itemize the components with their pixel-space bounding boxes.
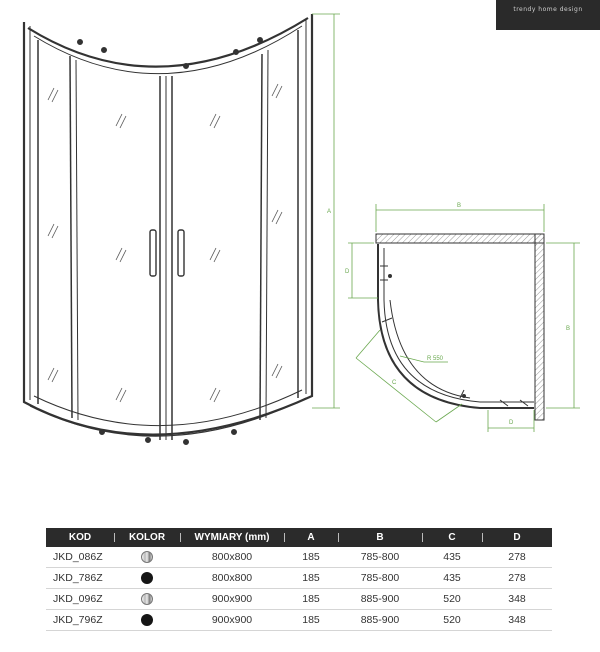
black-color-swatch-icon [141,614,153,626]
enclosure-curve [378,244,534,408]
cell-d: 278 [482,547,552,568]
cell-c: 520 [422,610,482,631]
cell-c: 435 [422,568,482,589]
black-color-swatch-icon [141,572,153,584]
cabin-outer-frame [24,14,312,435]
cell-b: 885-900 [338,589,422,610]
right-door-handle [178,230,184,276]
cell-a: 185 [284,610,338,631]
cell-kolor [114,610,180,631]
cell-d: 348 [482,589,552,610]
table-row [46,589,552,610]
wall-top [376,234,544,243]
cabin-plan-view [348,204,580,432]
cell-wymiary: 900x900 [180,610,284,631]
dimension-b-top-label: B [457,203,462,209]
radius-label: R 550 [427,356,444,362]
dimension-c-label: C [392,380,397,386]
header-kolor: KOLOR [114,528,180,547]
cell-kolor [114,547,180,568]
table-row [46,568,552,589]
dimension-d-side-label: D [345,269,350,275]
dimension-d-bottom-label: D [509,420,514,426]
spec-table-header-row [46,528,552,547]
dimension-b-side-label: B [566,326,571,332]
cell-kod: JKD_796Z [46,610,114,631]
cell-d: 348 [482,610,552,631]
wall-right [535,234,544,420]
header-kod: KOD [46,528,114,547]
cell-a: 185 [284,568,338,589]
cell-b: 885-900 [338,610,422,631]
cell-a: 185 [284,547,338,568]
cell-c: 520 [422,589,482,610]
cell-wymiary: 800x800 [180,568,284,589]
chrome-color-swatch-icon [141,593,153,605]
dimension-a [312,14,340,408]
brand-tagline: trendy home design [513,6,583,13]
cell-b: 785-800 [338,547,422,568]
spec-table [46,528,552,631]
left-door-handle [150,230,156,276]
cell-c: 435 [422,547,482,568]
cell-a: 185 [284,589,338,610]
cell-d: 278 [482,568,552,589]
table-row [46,547,552,568]
glass-reflection-marks [48,84,282,402]
cell-kolor [114,568,180,589]
cell-wymiary: 900x900 [180,589,284,610]
header-a: A [284,528,338,547]
table-row [46,610,552,631]
chrome-color-swatch-icon [141,551,153,563]
header-wymiary: WYMIARY (mm) [180,528,284,547]
header-b: B [338,528,422,547]
cell-kod: JKD_096Z [46,589,114,610]
cell-wymiary: 800x800 [180,547,284,568]
dimension-a-label: A [327,209,332,215]
header-d: D [482,528,552,547]
cabin-perspective-view [24,14,340,445]
cell-kod: JKD_786Z [46,568,114,589]
cell-b: 785-800 [338,568,422,589]
header-c: C [422,528,482,547]
cell-kod: JKD_086Z [46,547,114,568]
cell-kolor [114,589,180,610]
